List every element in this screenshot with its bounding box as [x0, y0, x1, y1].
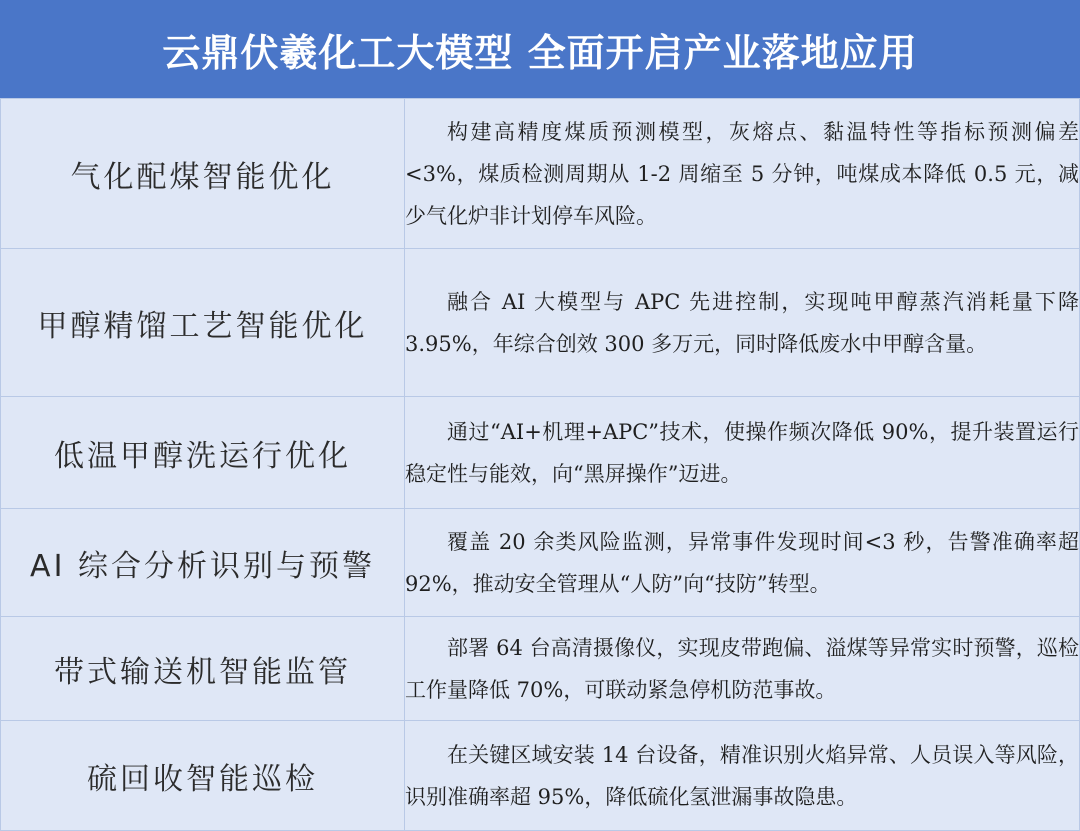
table-row — [1, 721, 1080, 831]
table-row — [1, 617, 1080, 721]
row-name: 带式输送机智能监管 — [1, 617, 405, 721]
application-table — [0, 98, 1080, 831]
row-name: AI 综合分析识别与预警 — [1, 509, 405, 617]
table-row — [1, 99, 1080, 249]
table-row — [1, 509, 1080, 617]
row-name: 硫回收智能巡检 — [1, 721, 405, 831]
row-name: 低温甲醇洗运行优化 — [1, 397, 405, 509]
row-description: 通过“AI+机理+APC”技术，使操作频次降低 90%，提升装置运行稳定性与能效，向“黑屏操作”迈进。 — [405, 397, 1080, 509]
row-description: 在关键区域安装 14 台设备，精准识别火焰异常、人员误入等风险，识别准确率超 95%，降低硫化氢泄漏事故隐患。 — [405, 721, 1080, 831]
row-name: 气化配煤智能优化 — [1, 99, 405, 249]
row-name: 甲醇精馏工艺智能优化 — [1, 249, 405, 397]
page-title: 云鼎伏羲化工大模型 全面开启产业落地应用 — [0, 0, 1080, 98]
table-row — [1, 397, 1080, 509]
row-description: 构建高精度煤质预测模型，灰熔点、黏温特性等指标预测偏差<3%，煤质检测周期从 1-2 周缩至 5 分钟，吨煤成本降低 0.5 元，减少气化炉非计划停车风险。 — [405, 99, 1080, 249]
row-description: 部署 64 台高清摄像仪，实现皮带跑偏、溢煤等异常实时预警，巡检工作量降低 70%，可联动紧急停机防范事故。 — [405, 617, 1080, 721]
row-description: 覆盖 20 余类风险监测，异常事件发现时间<3 秒，告警准确率超 92%，推动安全管理从“人防”向“技防”转型。 — [405, 509, 1080, 617]
table-row — [1, 249, 1080, 397]
row-description: 融合 AI 大模型与 APC 先进控制，实现吨甲醇蒸汽消耗量下降 3.95%，年综合创效 300 多万元，同时降低废水中甲醇含量。 — [405, 249, 1080, 397]
